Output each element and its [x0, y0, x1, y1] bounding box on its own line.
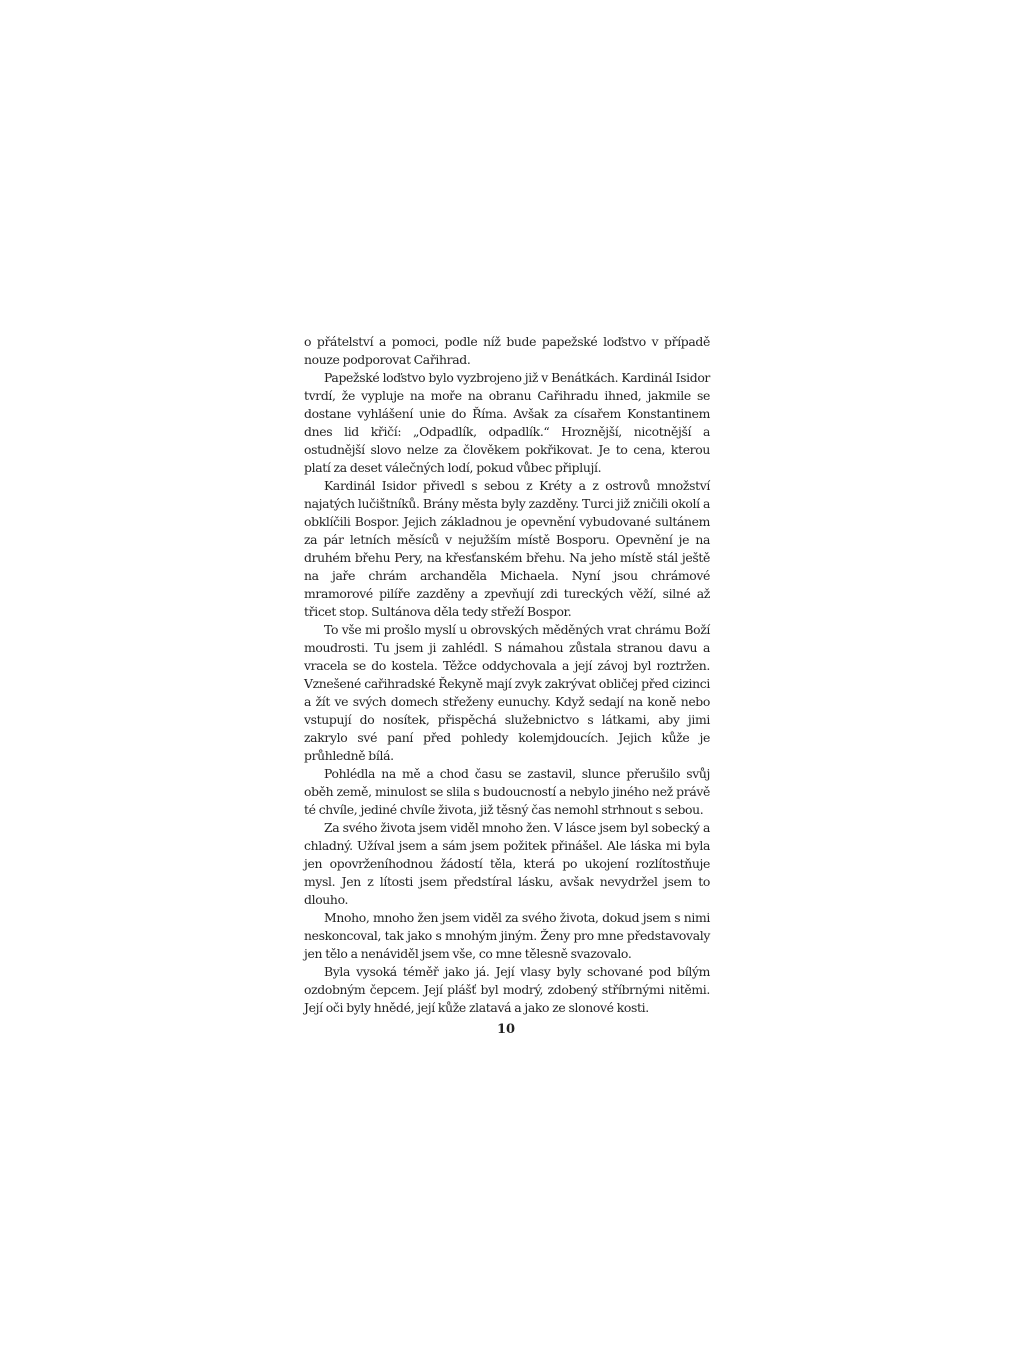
- paragraph-1: o přátelství a pomoci, podle níž bude papežské loďstvo v případě nouze podporovat Cařihrad.: [304, 334, 710, 367]
- page-number: 10: [496, 1022, 516, 1037]
- paragraph-2: Papežské loďstvo bylo vyzbrojeno již v Benátkách. Kardinál Isidor tvrdí, že vypluje na moře na obranu Cařihradu ihned, jakmile se dostane vyhlášení unie do Říma. Avšak za císařem Konstantinem dnes lid křičí: „Odpadlík, odpadlík.“ Hroznější, nicotnější a ostudnější slovo nelze za člověkem pokřikovat. Je to cena, kterou platí za deset válečných lodí, pokud vůbec připlují.: [304, 370, 710, 475]
- paragraph-3: Kardinál Isidor přivedl s sebou z Kréty a z ostrovů množství najatých lučištníků. Brány města byly zazděny. Turci již zničili okolí a obklíčili Bospor. Jejich základnou je opevnění vybudované sultánem za pár letních měsíců v nejužším místě Bosporu. Opevnění je na druhém břehu Pery, na křesťanském břehu. Na jeho místě stál ještě na jaře chrám archanděla Michaela. Nyní jsou chrámové mramorové pilíře zazděny a zpevňují zdi tureckých věží, silné až třicet stop. Sultánova děla tedy střeží Bospor.: [304, 478, 710, 619]
- paragraph-5: Pohlédla na mě a chod času se zastavil, slunce přerušilo svůj oběh země, minulost se slila s budoucností a nebylo jiného než právě té chvíle, jediné chvíle života, již těsný čas nemohl strhnout s sebou.: [304, 766, 710, 817]
- paragraph-8: Byla vysoká téměř jako já. Její vlasy byly schované pod bílým ozdobným čepcem. Její plášť byl modrý, zdobený stříbrnými nitěmi. Její oči byly hnědé, její kůže zlatavá a jako ze slonové kosti.: [304, 964, 710, 1015]
- body-text: [304, 333, 710, 1017]
- paragraph-7: Mnoho, mnoho žen jsem viděl za svého života, dokud jsem s nimi neskoncoval, tak jako s mnohým jiným. Ženy pro mne představovaly jen tělo a nenáviděl jsem vše, co mne tělesně svazovalo.: [304, 910, 710, 961]
- paragraph-4: To vše mi prošlo myslí u obrovských měděných vrat chrámu Boží moudrosti. Tu jsem ji zahlédl. S námahou zůstala stranou davu a vracela se do kostela. Těžce oddychovala a její závoj byl roztržen. Vznešené cařihradské Řekyně mají zvyk zakrývat obličej před cizinci a žít ve svých domech střeženy eunuchy. Když sedají na koně nebo vstupují do nosítek, přispěchá služebnictvo s látkami, aby jimi zakrylo své paní před pohledy kolemjdoucích. Jejich kůže je průhledně bílá.: [304, 622, 710, 763]
- paragraph-6: Za svého života jsem viděl mnoho žen. V lásce jsem byl sobecký a chladný. Užíval jsem a sám jsem požitek přinášel. Ale láska mi byla jen opovrženíhodnou žádostí těla, která po ukojení rozlítostňuje mysl. Jen z lítosti jsem předstíral lásku, avšak nevydržel jsem to dlouho.: [304, 820, 710, 907]
